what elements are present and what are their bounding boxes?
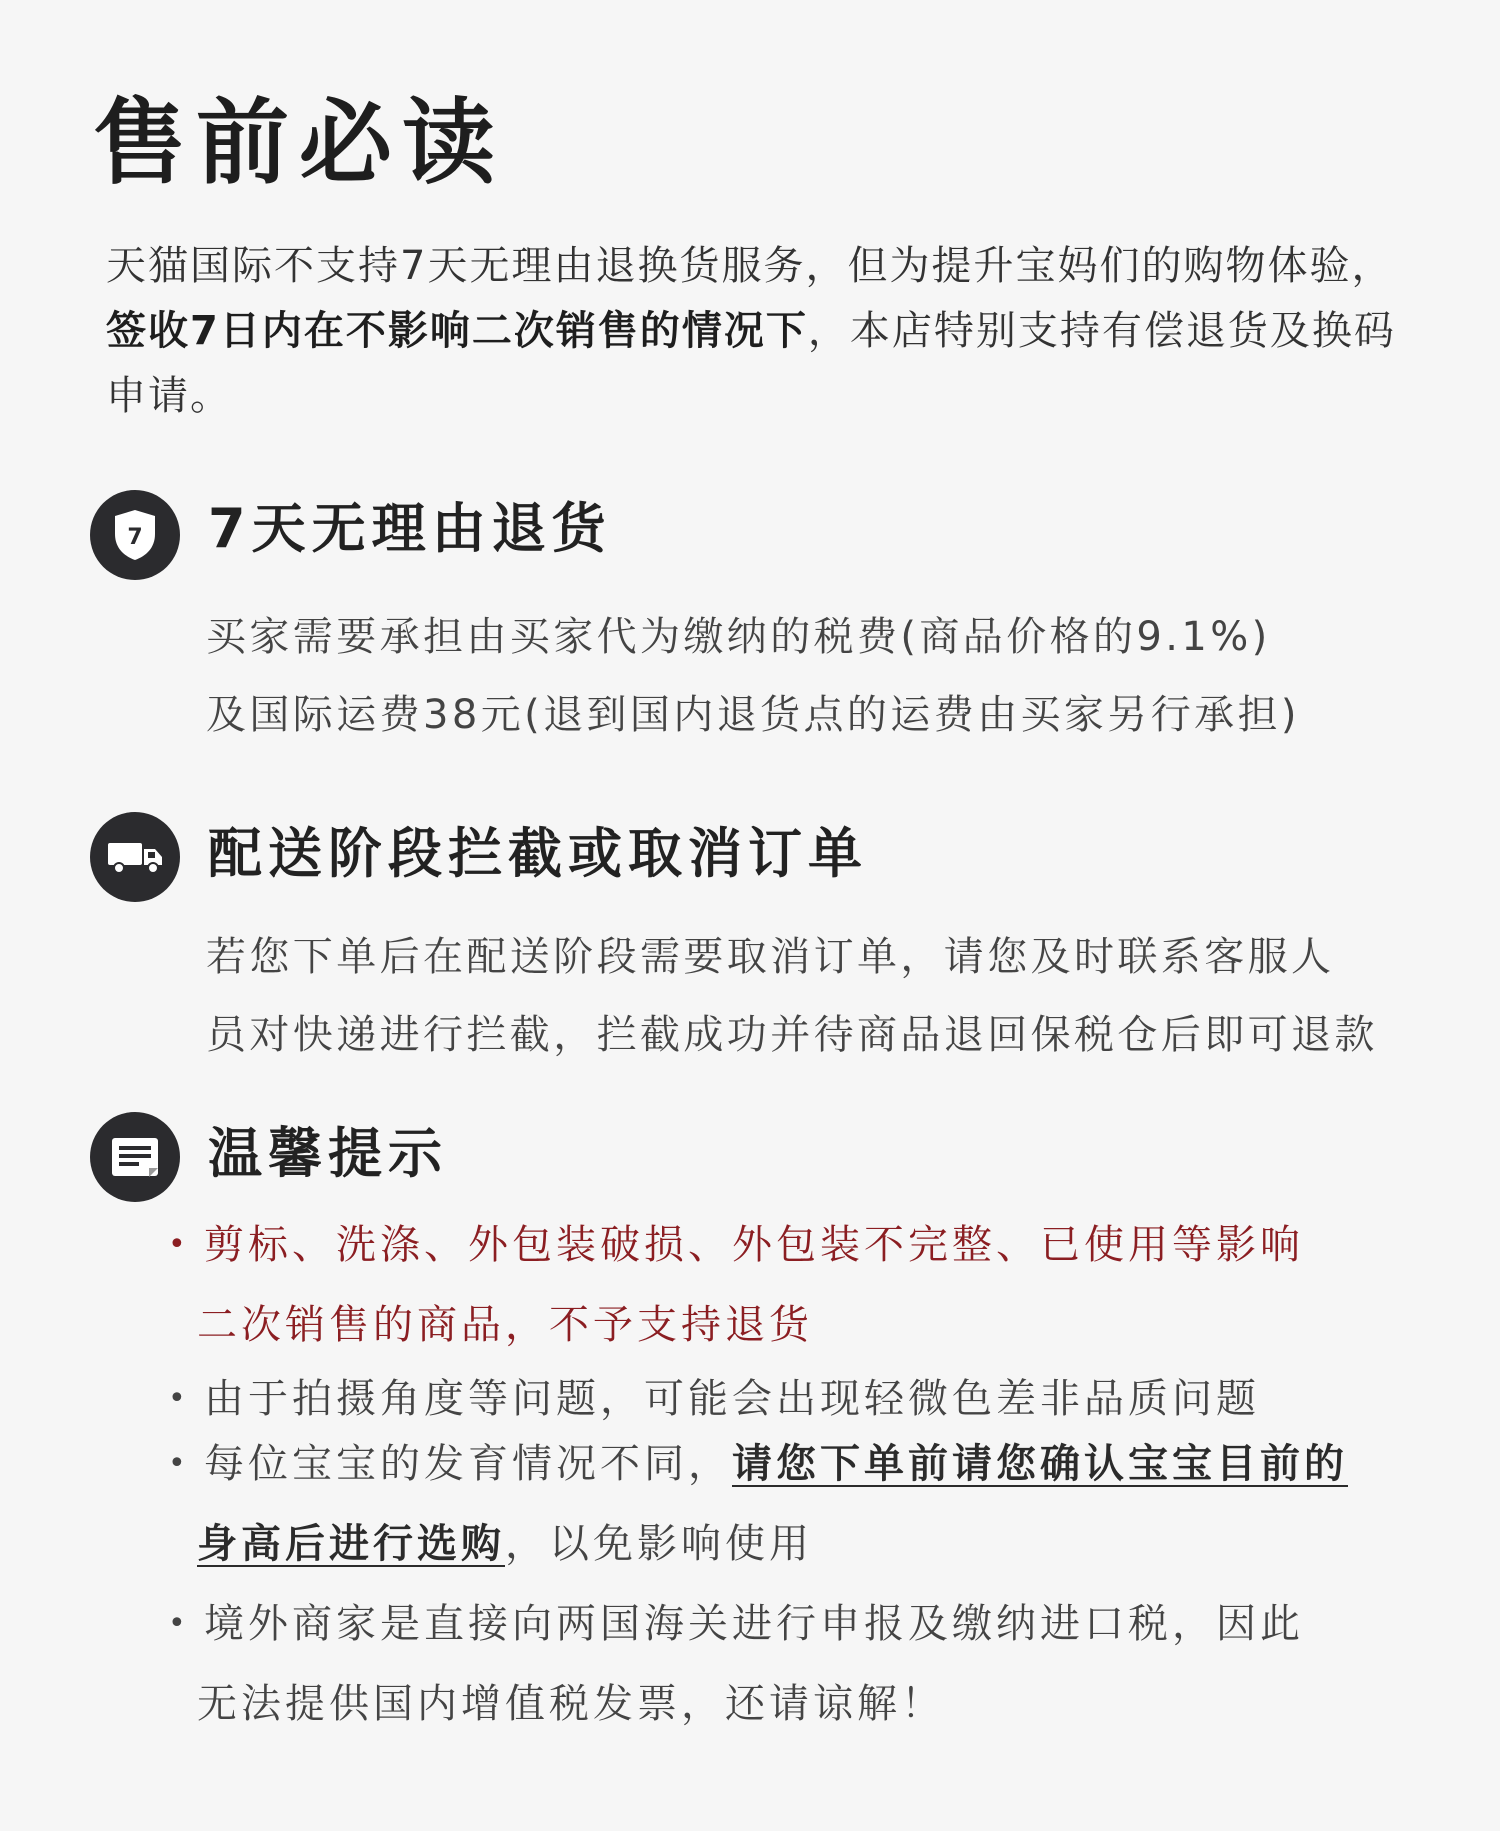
document-icon	[90, 1112, 180, 1202]
tip-2-line-1: 由于拍摄角度等问题，可能会出现轻微色差非品质问题	[204, 1376, 1260, 1422]
section-intercept-line-2: 员对快递进行拦截，拦截成功并待商品退回保税仓后即可退款	[206, 1012, 1378, 1058]
bullet-icon: •	[168, 1606, 190, 1641]
bullet-icon: •	[168, 1227, 190, 1262]
intro-text-1: 天猫国际不支持7天无理由退换货服务，但为提升宝妈们的购物体验，	[106, 243, 1394, 289]
section-title-intercept: 配送阶段拦截或取消订单	[208, 822, 868, 885]
shield-icon-number: 7	[127, 525, 143, 550]
bullet-icon: •	[168, 1446, 190, 1481]
tip-3-text-plain-2: ，以免影响使用	[505, 1521, 813, 1567]
section-return-line-1: 买家需要承担由买家代为缴纳的税费(商品价格的9.1%)	[206, 614, 1271, 660]
section-intercept-line-1: 若您下单后在配送阶段需要取消订单，请您及时联系客服人	[206, 934, 1335, 980]
tip-3-line-2	[197, 1504, 1455, 1584]
tip-1-line-2: 二次销售的商品，不予支持退货	[197, 1302, 813, 1348]
tip-item-4	[165, 1584, 1455, 1744]
tip-3-text-bold-1: 请您下单前请您确认宝宝目前的	[732, 1441, 1348, 1487]
intro-text-bold: 签收7日内在不影响二次销售的情况下	[106, 308, 808, 354]
intro-text-2: ，本店特别支持有偿退货及换码申请。	[106, 308, 1396, 419]
tip-4-line-2: 无法提供国内增值税发票，还请谅解！	[197, 1681, 945, 1727]
shield-7-icon	[90, 490, 180, 580]
section-body-intercept	[206, 918, 1378, 1074]
page-title: 售前必读	[93, 89, 505, 197]
section-body-return	[206, 598, 1300, 754]
tip-item-3	[165, 1424, 1455, 1584]
intro-paragraph	[106, 234, 1426, 429]
truck-icon	[90, 812, 180, 902]
section-return-line-2: 及国际运费38元(退到国内退货点的运费由买家另行承担)	[206, 692, 1300, 738]
tip-1-line-1: 剪标、洗涤、外包装破损、外包装不完整、已使用等影响	[204, 1222, 1304, 1268]
tip-3-text-plain-1: 每位宝宝的发育情况不同，	[204, 1441, 732, 1487]
tip-4-line-1: 境外商家是直接向两国海关进行申报及缴纳进口税，因此	[204, 1601, 1304, 1647]
tip-item-1	[165, 1205, 1455, 1365]
bullet-icon: •	[168, 1381, 190, 1416]
tips-list	[165, 1205, 1455, 1744]
section-title-tips: 温馨提示	[208, 1122, 448, 1185]
section-title-return: 7天无理由退货	[208, 497, 612, 560]
tip-3-text-bold-2: 身高后进行选购	[197, 1521, 505, 1567]
tip-3-line-1	[204, 1424, 1455, 1504]
